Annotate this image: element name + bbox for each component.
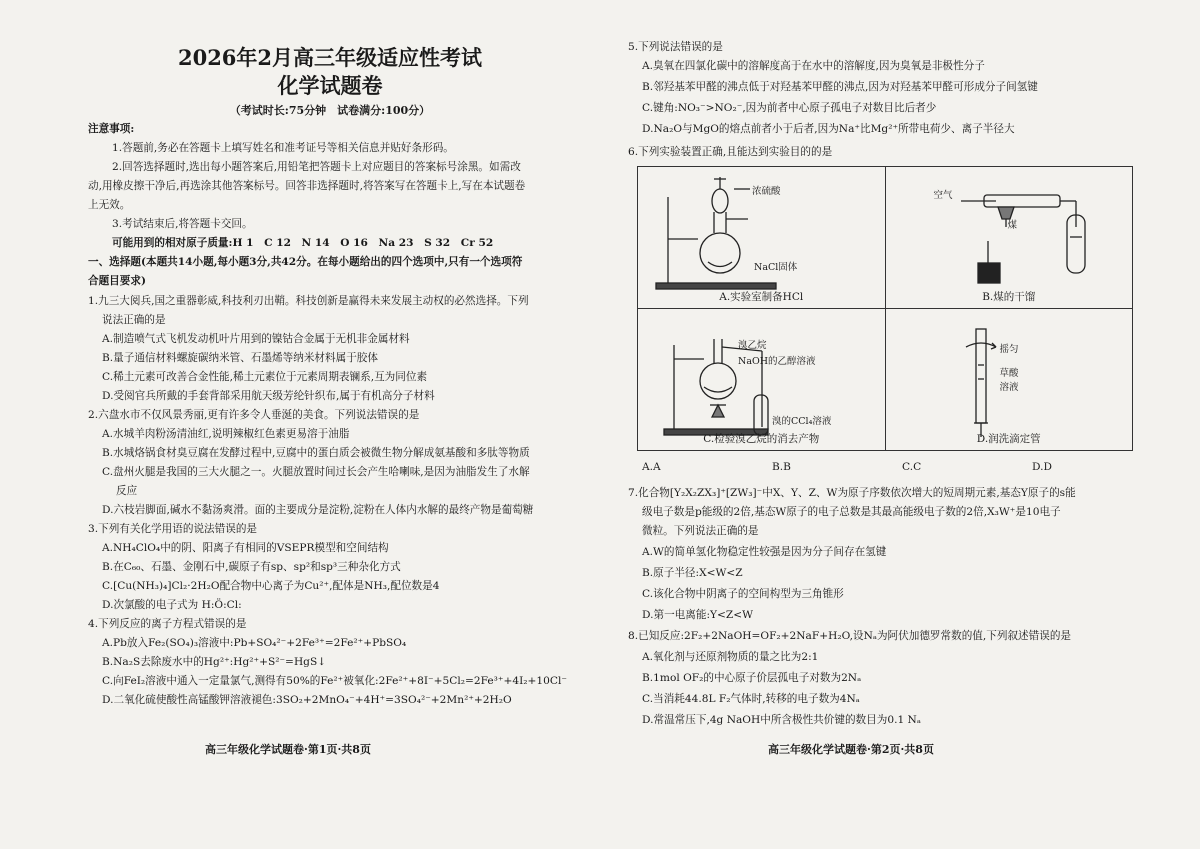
exam-duration-info: （考试时长:75分钟 试卷满分:100分） [229, 104, 431, 117]
text-line: A.Pb放入Fe₂(SO₄)₃溶液中:Pb+SO₄²⁻+2Fe³⁺=2Fe²⁺+PbSO₄ [102, 637, 407, 649]
text-line: C.当消耗44.8L F₂气体时,转移的电子数为4Nₐ [642, 693, 860, 705]
caption-c: C.检验溴乙烷的消去产物 [703, 433, 820, 445]
text-line: 4.下列反应的离子方程式错误的是 [88, 618, 247, 630]
text-line: 1.答题前,务必在答题卡上填写姓名和准考证号等相关信息并贴好条形码。 [112, 142, 454, 154]
caption-b: B.煤的干馏 [982, 291, 1036, 303]
q6-option-d: D.D [1032, 461, 1052, 473]
q6-option-a: A.A [642, 461, 661, 473]
text-line: D.六枝岩脚面,碱水不黏汤爽滑。面的主要成分是淀粉,淀粉在人体内水解的最终产物是葡萄糖 [102, 504, 534, 516]
text-line: 微粒。下列说法正确的是 [642, 525, 759, 537]
exam-subject-title: 化学试题卷 [277, 73, 383, 98]
text-line: C.该化合物中阴离子的空间构型为三角锥形 [642, 588, 844, 600]
text-line: D.常温常压下,4g NaOH中所含极性共价键的数目为0.1 Nₐ [642, 714, 921, 726]
label-bromoethane: 溴乙烷 [738, 340, 767, 351]
text-line: 7.化合物[Y₂X₂ZX₃]⁺[ZW₃]⁻中X、Y、Z、W为原子序数依次增大的短周期元素,基态Y原子的s能 [628, 487, 1076, 499]
text-line: D.二氧化硫使酸性高锰酸钾溶液褪色:3SO₂+2MnO₄⁻+4H⁺=3SO₄²⁻+2Mn²⁺+2H₂O [102, 694, 512, 706]
text-line: A.NH₄ClO₄中的阴、阳离子有相同的VSEPR模型和空间结构 [102, 542, 389, 554]
text-line: A.制造喷气式飞机发动机叶片用到的镍钴合金属于无机非金属材料 [102, 333, 410, 345]
text-line: C.盘州火腿是我国的三大火腿之一。火腿放置时间过长会产生哈喇味,是因为油脂发生了水解 [102, 466, 530, 478]
text-line: 2.六盘水市不仅风景秀丽,更有许多令人垂涎的美食。下列说法错误的是 [88, 409, 420, 421]
text-line: D.Na₂O与MgO的熔点前者小于后者,因为Na⁺比Mg²⁺所带电荷少、离子半径大 [642, 123, 1015, 135]
page-1-footer: 高三年级化学试题卷·第1页·共8页 [205, 743, 371, 756]
apparatus-a-cell [638, 167, 886, 309]
text-line: D.第一电离能:Y<Z<W [642, 609, 754, 621]
text-line: 5.下列说法错误的是 [628, 41, 723, 53]
text-line: 级电子数是p能级的2倍,基态W原子的电子总数是其最高能级电子数的2倍,X₃W⁺是10电子 [642, 506, 1061, 518]
caption-d: D.润洗滴定管 [976, 433, 1041, 445]
text-line: B.邻羟基苯甲醛的沸点低于对羟基苯甲醛的沸点,因为对羟基苯甲醛可形成分子间氢键 [642, 81, 1038, 93]
label-nacl-solid: NaCl固体 [754, 262, 798, 273]
text-line: 上无效。 [88, 199, 131, 211]
label-naoh-ethanol: NaOH的乙醇溶液 [738, 356, 816, 367]
question-6-apparatus-table [637, 166, 1133, 451]
text-line: 说法正确的是 [102, 314, 166, 326]
text-line: A.臭氧在四氯化碳中的溶解度高于在水中的溶解度,因为臭氧是非极性分子 [642, 60, 985, 72]
text-line: 可能用到的相对原子质量:H 1 C 12 N 14 O 16 Na 23 S 32 Cr 52 [112, 237, 494, 249]
text-line: 3.考试结束后,将答题卡交回。 [112, 218, 253, 230]
text-line: B.1mol OF₂的中心原子价层孤电子对数为2Nₐ [642, 672, 862, 684]
elimination-test-icon [638, 309, 886, 451]
label-shake: 摇匀 [999, 344, 1019, 355]
text-line: 3.下列有关化学用语的说法错误的是 [88, 523, 258, 535]
apparatus-d-cell [885, 309, 1133, 451]
coal-distillation-icon [886, 167, 1134, 309]
text-line: 6.下列实验装置正确,且能达到实验目的的是 [628, 146, 833, 158]
text-line: D.次氯酸的电子式为 H:Ö:Cl: [102, 599, 242, 611]
text-line: C.[Cu(NH₃)₄]Cl₂·2H₂O配合物中心离子为Cu²⁺,配体是NH₃,配位数是4 [102, 580, 440, 592]
text-line: 一、选择题(本题共14小题,每小题3分,共42分。在每小题给出的四个选项中,只有一个选项符 [88, 256, 523, 268]
text-line: B.Na₂S去除废水中的Hg²⁺:Hg²⁺+S²⁻=HgS↓ [102, 656, 327, 668]
exam-title: 2026年2月高三年级适应性考试 [177, 45, 483, 70]
text-line: C.稀土元素可改善合金性能,稀土元素位于元素周期表镧系,互为同位素 [102, 371, 428, 383]
page-2-footer: 高三年级化学试题卷·第2页·共8页 [768, 743, 934, 756]
text-line: 2.回答选择题时,选出每小题答案后,用铅笔把答题卡上对应题目的答案标号涂黑。如需改 [112, 161, 521, 173]
text-line: B.在C₆₀、石墨、金刚石中,碳原子有sp、sp²和sp³三种杂化方式 [102, 561, 401, 573]
text-line: 8.已知反应:2F₂+2NaOH=OF₂+2NaF+H₂O,设Nₐ为阿伏加德罗常数的值,下列叙述错误的是 [628, 630, 1072, 642]
text-line: A.W的简单氢化物稳定性较强是因为分子间存在氢键 [642, 546, 887, 558]
caption-a: A.实验室制备HCl [719, 291, 804, 303]
apparatus-b-cell [885, 167, 1133, 309]
q6-option-c: C.C [902, 461, 922, 473]
text-line: 反应 [116, 485, 138, 497]
text-line: C.向FeI₂溶液中通入一定量氯气,测得有50%的Fe²⁺被氧化:2Fe²⁺+8I⁻+5Cl₂=2Fe³⁺+4I₂+10Cl⁻ [102, 675, 567, 687]
text-line: 1.九三大阅兵,国之重器彰威,科技利刃出鞘。科技创新是赢得未来发展主动权的必然选择。下列 [88, 295, 529, 307]
label-bromine-ccl4: 溴的CCl₄溶液 [772, 416, 832, 427]
text-line: B.水城烙锅食材臭豆腐在发酵过程中,豆腐中的蛋白质会被微生物分解成氨基酸和多肽等物质 [102, 447, 530, 459]
text-line: B.原子半径:X<W<Z [642, 567, 743, 579]
text-line: A.水城羊肉粉汤清油红,说明辣椒红色素更易溶于油脂 [102, 428, 350, 440]
label-coal: 煤 [1007, 220, 1018, 231]
text-line: B.量子通信材料螺旋碳纳米管、石墨烯等纳米材料属于胶体 [102, 352, 378, 364]
label-oxalic-acid: 草酸 [999, 368, 1019, 379]
label-air: 空气 [933, 190, 953, 201]
text-line: 注意事项: [88, 123, 135, 135]
text-line: C.键角:NO₃⁻>NO₂⁻,因为前者中心原子孤电子对数目比后者少 [642, 102, 937, 114]
label-conc-sulfuric-acid: 浓硫酸 [752, 186, 781, 197]
label-solution: 溶液 [999, 382, 1019, 393]
text-line: A.氧化剂与还原剂物质的量之比为2:1 [642, 651, 819, 663]
apparatus-c-cell [638, 309, 886, 451]
text-line: 动,用橡皮擦干净后,再选涂其他答案标号。回答非选择题时,将答案写在答题卡上,写在本试题卷 [88, 180, 526, 192]
text-line: D.受阅官兵所戴的手套背部采用航天级芳纶针织布,属于有机高分子材料 [102, 390, 435, 402]
page-2 [600, 0, 1200, 849]
text-line: 合题目要求) [88, 275, 146, 287]
q6-option-b: B.B [772, 461, 791, 473]
